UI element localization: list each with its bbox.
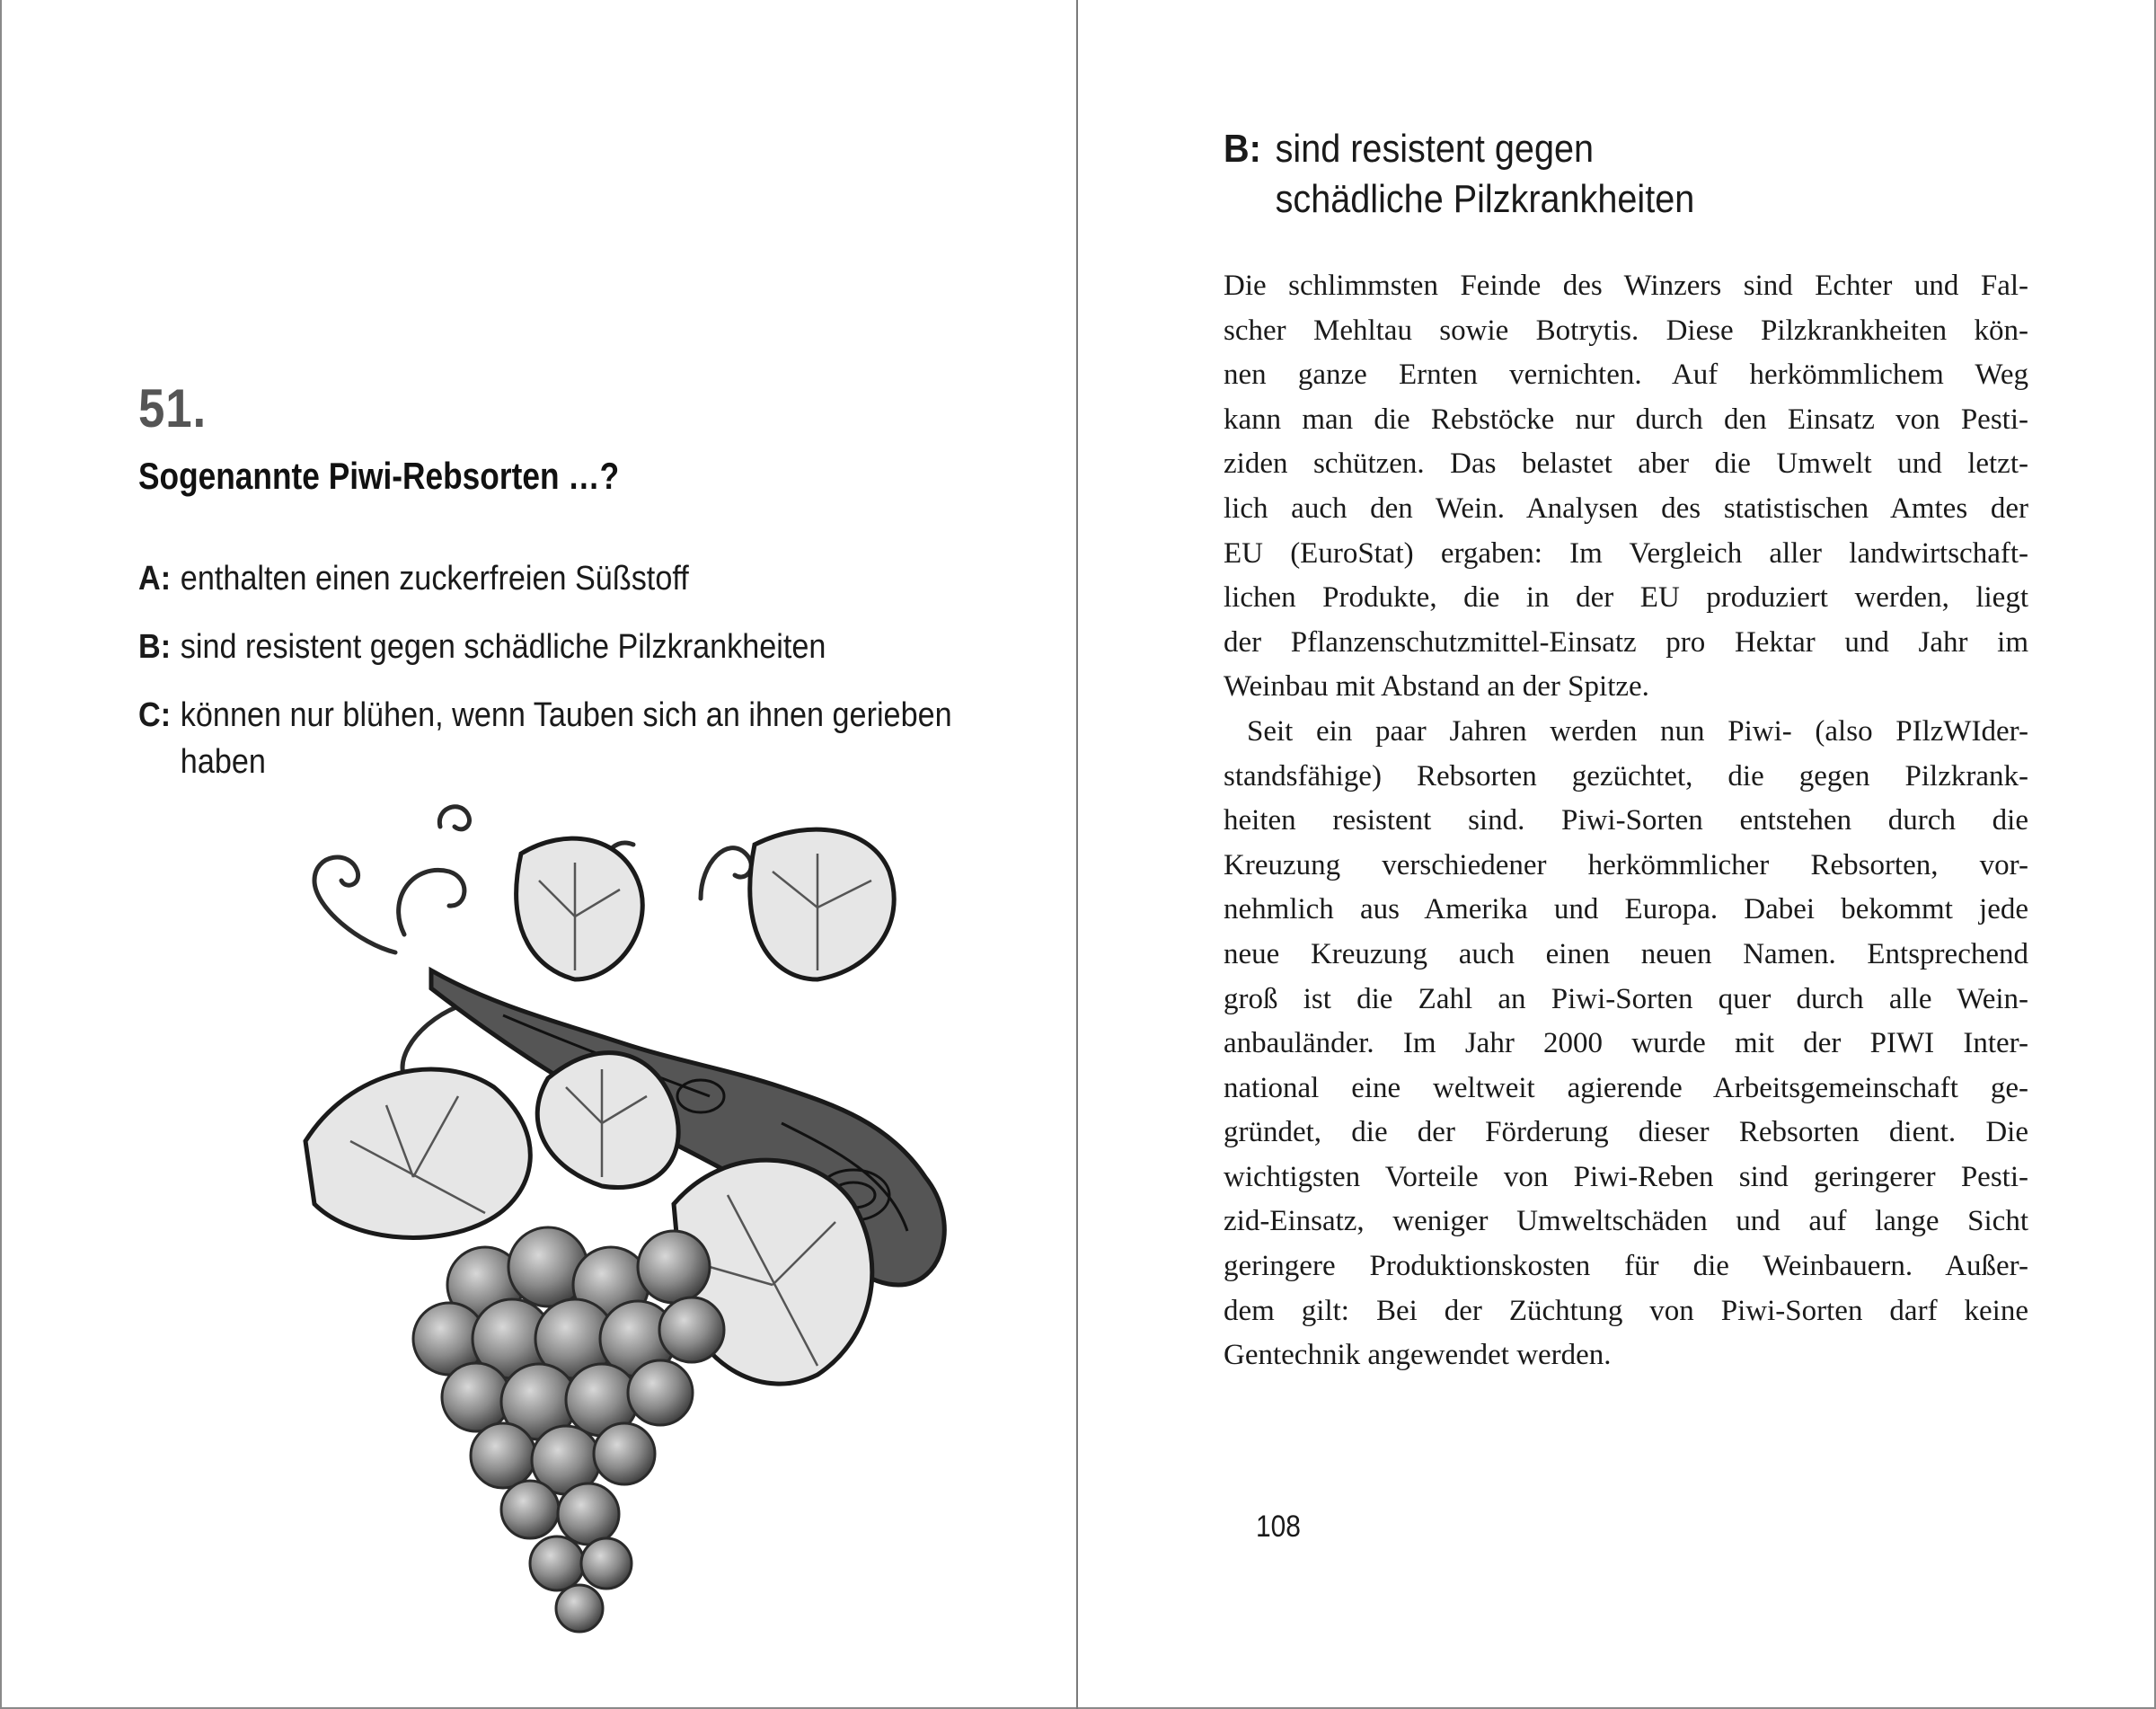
option-letter: C:	[138, 696, 172, 734]
body-line: kann man die Rebstöcke nur durch den Einsatz von Pesti-	[1224, 403, 2028, 436]
body-line: nehmlich aus Amerika und Europa. Dabei bekommt jede	[1224, 893, 2028, 926]
body-line: wichtigsten Vorteile von Piwi-Reben sind geringerer Pesti-	[1224, 1160, 2028, 1193]
option-b	[138, 624, 995, 670]
explanation-text	[1224, 264, 2028, 1378]
body-line: national eine weltweit agierende Arbeitsgemeinschaft ge-	[1224, 1071, 2028, 1104]
question-number: 51.	[138, 378, 208, 438]
body-line: EU (EuroStat) ergaben: Im Vergleich aller landwirtschaft-	[1224, 536, 2028, 570]
page-gutter-divider	[1076, 0, 1078, 1709]
body-line: zid-Einsatz, weniger Umweltschäden und auf lange Sicht	[1224, 1205, 2028, 1238]
option-text: enthalten einen zuckerfreien Süßstoff	[180, 560, 689, 598]
option-text: können nur blühen, wenn Tauben sich an ihnen gerieben haben	[180, 696, 952, 781]
answer-line: sind resistent gegen	[1275, 127, 1595, 171]
body-line: Kreuzung verschiedener herkömmlicher Rebsorten, vor-	[1224, 848, 2028, 881]
body-line: Gentechnik angewendet werden.	[1224, 1339, 1612, 1372]
body-line: nen ganze Ernten vernichten. Auf herkömmlichem Weg	[1224, 359, 2028, 392]
body-line: lichen Produkte, die in der EU produziert werden, liegt	[1224, 581, 2028, 615]
option-letter: A:	[138, 560, 172, 598]
body-line: anbauländer. Im Jahr 2000 wurde mit der PIWI Inter-	[1224, 1027, 2028, 1060]
body-line: gründet, die der Förderung dieser Rebsorten dient. Die	[1224, 1116, 2028, 1149]
page-number: 108	[1256, 1510, 1301, 1544]
option-text: sind resistent gegen schädliche Pilzkrankheiten	[180, 628, 826, 666]
answer-letter: B:	[1224, 127, 1261, 171]
body-line: Die schlimmsten Feinde des Winzers sind Echter und Fal-	[1224, 270, 2028, 302]
body-line: groß ist die Zahl an Piwi-Sorten quer durch alle Wein-	[1224, 982, 2028, 1015]
body-line: dem gilt: Bei der Züchtung von Piwi-Sorten darf keine	[1224, 1294, 2028, 1327]
body-line: Weinbau mit Abstand an der Spitze.	[1224, 670, 1649, 704]
body-line: neue Kreuzung auch einen neuen Namen. Entsprechend	[1224, 937, 2028, 970]
body-line: heiten resistent sind. Piwi-Sorten entstehen durch die	[1224, 804, 2028, 837]
body-line: der Pflanzenschutzmittel-Einsatz pro Hektar und Jahr im	[1224, 625, 2028, 659]
body-line: geringere Produktionskosten für die Weinbauern. Außer-	[1224, 1250, 2028, 1283]
body-line: lich auch den Wein. Analysen des statistischen Amtes der	[1224, 491, 2028, 525]
option-c	[138, 692, 995, 785]
option-letter: B:	[138, 628, 172, 666]
grape-vine-illustration	[278, 800, 1042, 1635]
answer-text	[1276, 124, 1695, 225]
body-line: standsfähige) Rebsorten gezüchtet, die gegen Pilzkrank-	[1224, 759, 2028, 793]
body-line: scher Mehltau sowie Botrytis. Diese Pilzkrankheiten kön-	[1224, 314, 2028, 347]
question-text: Sogenannte Piwi-Rebsorten …?	[138, 455, 620, 497]
page-edge-left	[0, 0, 2, 1709]
answer-line: schädliche Pilzkrankheiten	[1275, 177, 1695, 221]
answer-options	[138, 555, 1001, 807]
body-line: ziden schützen. Das belastet aber die Umwelt und letzt-	[1224, 447, 2028, 481]
option-a	[138, 555, 995, 602]
body-line: Seit ein paar Jahren werden nun Piwi- (also PIlzWIder-	[1247, 714, 2028, 748]
answer-heading	[1224, 124, 1694, 225]
